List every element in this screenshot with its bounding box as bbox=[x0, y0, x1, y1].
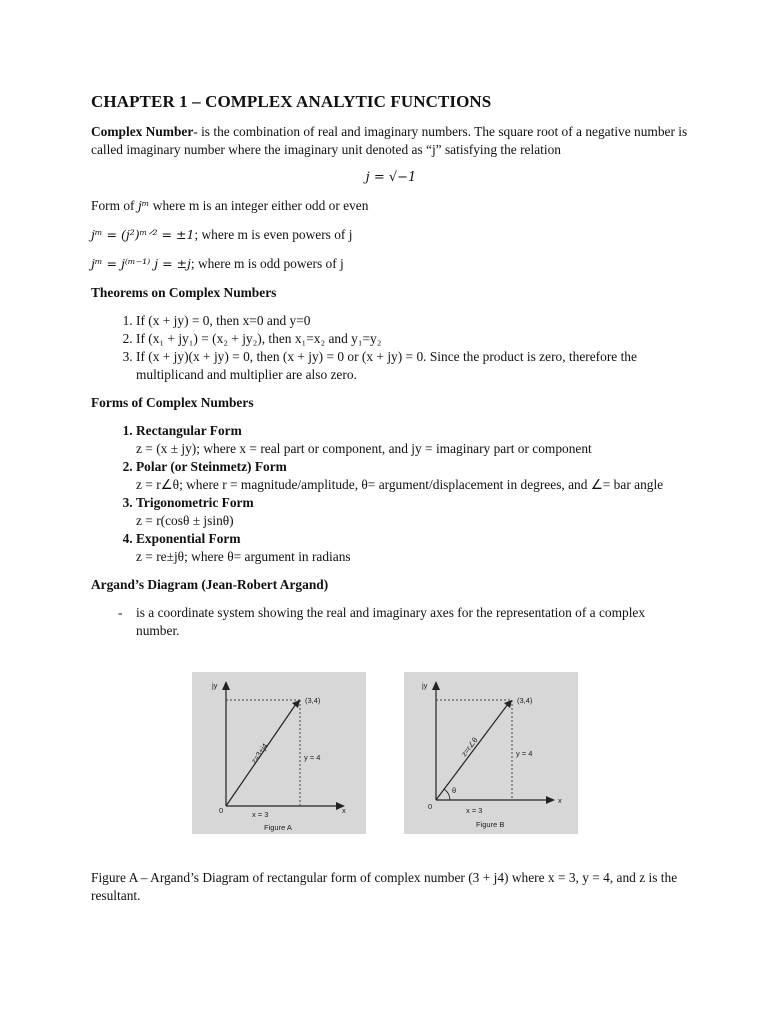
chapter-heading: CHAPTER 1 – COMPLEX ANALYTIC FUNCTIONS bbox=[91, 92, 492, 111]
origin-label: 0 bbox=[428, 802, 433, 811]
figure-caption-label: Figure A bbox=[264, 823, 292, 832]
figure-a-argand-diagram bbox=[192, 672, 366, 834]
form-name: Rectangular Form bbox=[136, 423, 242, 438]
vector-label: z=r∠θ bbox=[459, 735, 480, 759]
imaginary-unit-relation: j = √−1 bbox=[365, 170, 417, 185]
y-value-label: y = 4 bbox=[516, 749, 533, 758]
form-item bbox=[136, 422, 691, 458]
x-value-label: x = 3 bbox=[252, 810, 269, 819]
y-axis-label: jy bbox=[212, 681, 218, 690]
point-label: (3,4) bbox=[305, 696, 321, 705]
odd-powers-text: ; where m is odd powers of j bbox=[190, 256, 344, 271]
bullet-marker: - bbox=[118, 605, 123, 620]
argand-title: Argand’s Diagram (Jean-Robert Argand) bbox=[91, 577, 329, 592]
even-powers-line bbox=[91, 226, 691, 244]
angle-label: θ bbox=[452, 786, 457, 795]
theorem-item: 2. If (x₁ + jy₁) = (x₂ + jy₂), then x₁=x₂ and y₁=y₂ bbox=[136, 330, 691, 348]
y-axis-arrow-icon bbox=[222, 681, 230, 690]
theorem-item: 1. If (x + jy) = 0, then x=0 and y=0 bbox=[136, 312, 691, 330]
theorems-list bbox=[91, 312, 691, 384]
vector-arrow-icon bbox=[292, 700, 300, 708]
vector-line bbox=[436, 704, 508, 800]
form-description: z = (x ± jy); where x = real part or component, and jy = imaginary part or component bbox=[136, 441, 592, 456]
x-axis-arrow-icon bbox=[546, 796, 555, 804]
form-item bbox=[136, 458, 691, 494]
figure-b-argand-diagram bbox=[404, 672, 578, 834]
y-axis-arrow-icon bbox=[432, 681, 440, 690]
form-name: Polar (or Steinmetz) Form bbox=[136, 459, 287, 474]
odd-powers-expression: jᵐ = j⁽ᵐ⁻¹⁾ j = ±j bbox=[91, 256, 191, 271]
angle-arc bbox=[444, 789, 450, 800]
forms-list bbox=[91, 422, 691, 566]
complex-number-definition bbox=[91, 123, 691, 159]
figure-caption-label: Figure B bbox=[476, 820, 505, 829]
form-description: z = r∠θ; where r = magnitude/amplitude, θ= argument/displacement in degrees, and ∠= bar angle bbox=[136, 477, 664, 492]
form-name: Trigonometric Form bbox=[136, 495, 254, 510]
document-body bbox=[91, 93, 691, 654]
even-powers-text: ; where m is even powers of j bbox=[194, 227, 353, 242]
vector-label: z=3+j4 bbox=[249, 741, 270, 766]
y-axis-label: jy bbox=[422, 681, 428, 690]
form-item bbox=[136, 494, 691, 530]
theorem-item: 3. If (x + jy)(x + jy) = 0, then (x + jy) = 0 or (x + jy) = 0. Since the product is zero, therefore the multiplicand and multiplier are also zero. bbox=[136, 348, 691, 384]
jm-expression: jᵐ bbox=[137, 198, 150, 213]
point-label: (3,4) bbox=[517, 696, 533, 705]
complex-number-text: - is the combination of real and imaginary numbers. The square root of a negative number is called imaginary number where the imaginary unit denoted as “j” satisfying the relation bbox=[91, 124, 688, 157]
x-axis-label: x bbox=[558, 796, 562, 805]
form-item bbox=[136, 530, 691, 566]
figure-a-description: Figure A – Argand’s Diagram of rectangular form of complex number (3 + j4) where x = 3, y = 4, and z is the resultant. bbox=[91, 870, 678, 903]
forms-title: Forms of Complex Numbers bbox=[91, 395, 254, 410]
even-powers-expression: jᵐ = (j²)ᵐᐟ² = ±1 bbox=[91, 227, 195, 242]
origin-label: 0 bbox=[219, 806, 224, 815]
x-axis-label: x bbox=[342, 806, 346, 815]
complex-number-term: Complex Number bbox=[91, 124, 194, 139]
odd-powers-line bbox=[91, 255, 691, 273]
figures-row bbox=[0, 672, 768, 834]
form-name: Exponential Form bbox=[136, 531, 241, 546]
form-description: z = re±jθ; where θ= argument in radians bbox=[136, 549, 351, 564]
y-value-label: y = 4 bbox=[304, 753, 321, 762]
argand-description: is a coordinate system showing the real and imaginary axes for the representation of a complex number. bbox=[136, 605, 646, 638]
theorems-title: Theorems on Complex Numbers bbox=[91, 285, 277, 300]
form-of-jm: Form of jᵐ where m is an integer either odd or even bbox=[91, 198, 369, 213]
form-description: z = r(cosθ ± jsinθ) bbox=[136, 513, 234, 528]
argand-bullet bbox=[118, 604, 691, 640]
x-value-label: x = 3 bbox=[466, 806, 483, 815]
